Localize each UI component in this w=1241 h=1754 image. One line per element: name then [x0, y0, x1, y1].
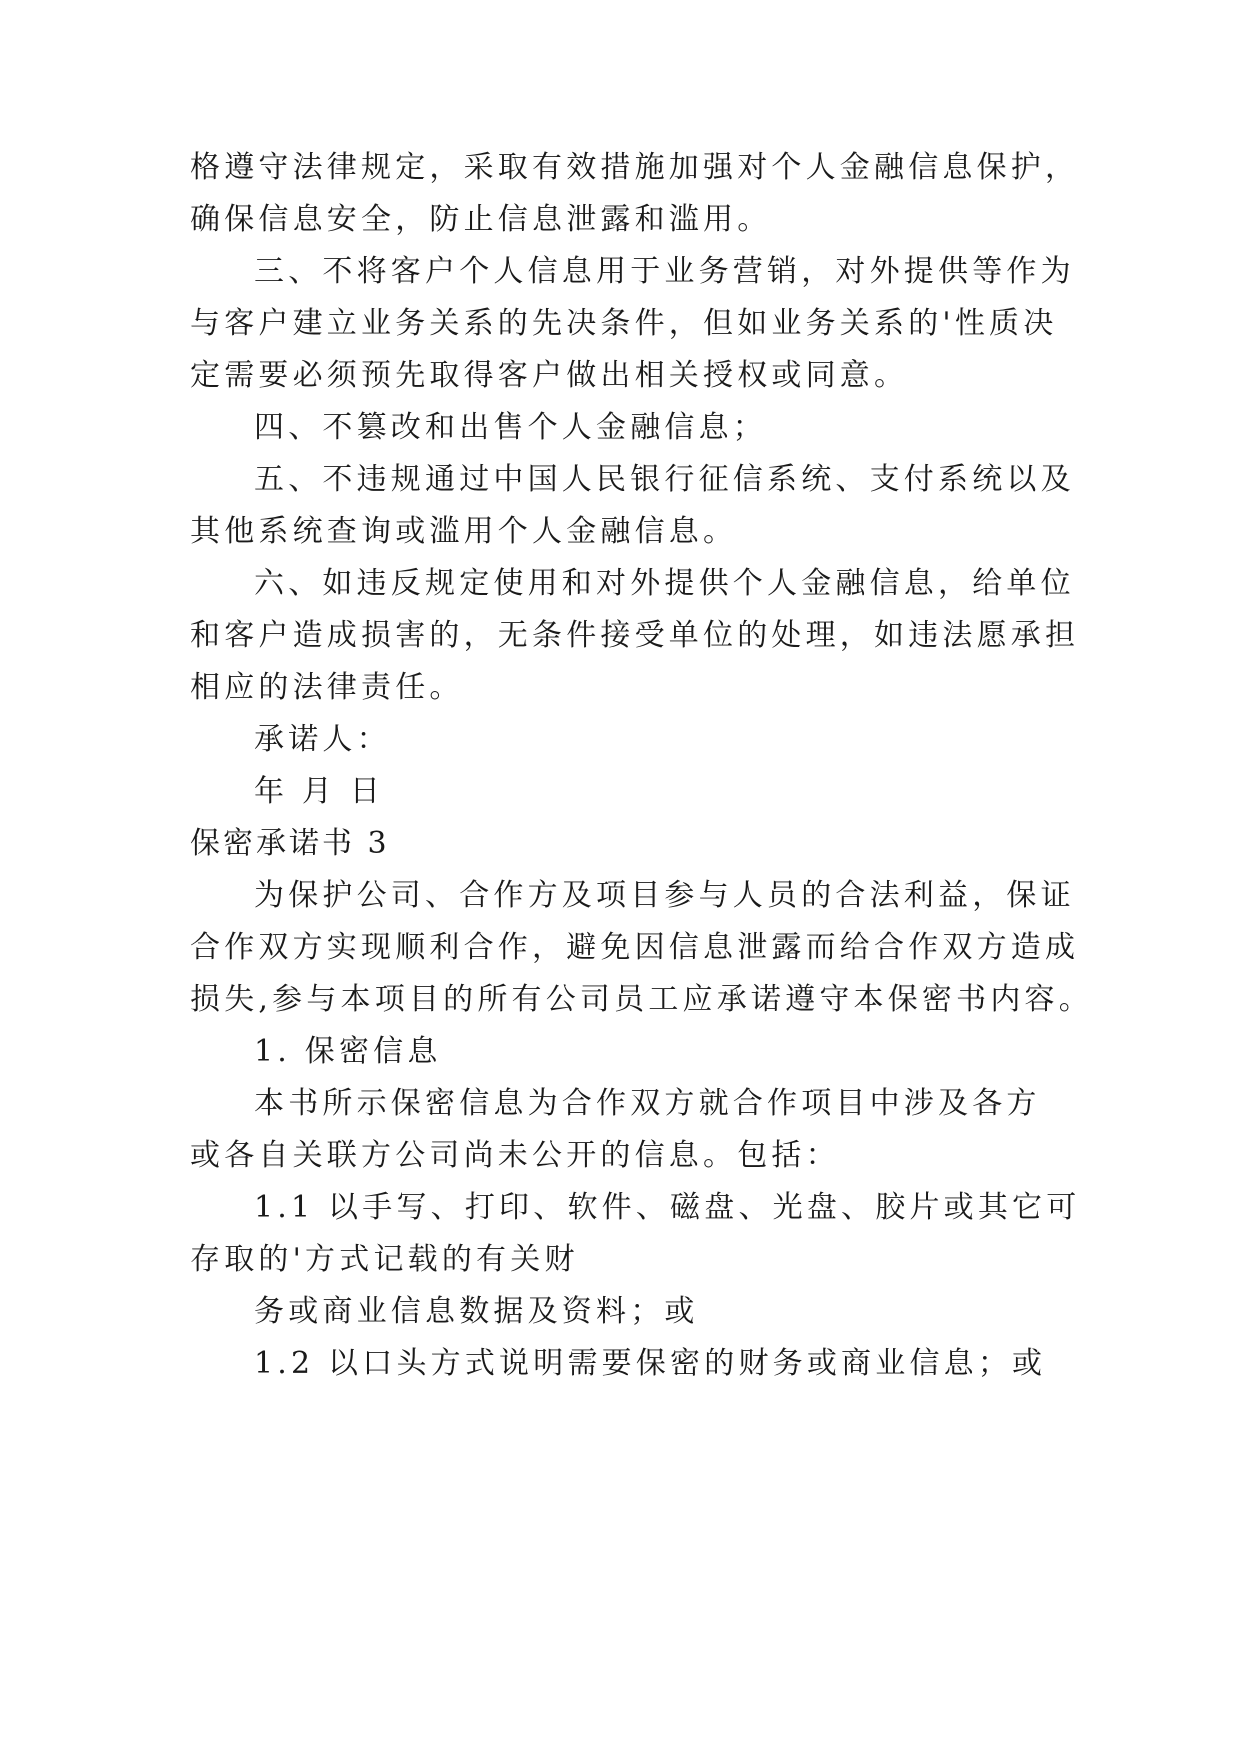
- paragraph-line: 1.1 以手写、打印、软件、磁盘、光盘、胶片或其它可: [254, 1190, 1081, 1225]
- clause-heading: 1. 保密信息: [254, 1034, 442, 1069]
- paragraph-line: 1.2 以口头方式说明需要保密的财务或商业信息；或: [254, 1346, 1047, 1381]
- paragraph-line: 格遵守法律规定，采取有效措施加强对个人金融信息保护，: [190, 150, 1080, 185]
- paragraph-line: 定需要必须预先取得客户做出相关授权或同意。: [190, 358, 909, 393]
- paragraph-line: 其他系统查询或滥用个人金融信息。: [190, 514, 738, 549]
- section-title: 保密承诺书 3: [190, 826, 390, 861]
- paragraph-line: 六、如违反规定使用和对外提供个人金融信息，给单位: [254, 566, 1075, 601]
- paragraph-line: 为保护公司、合作方及项目参与人员的合法利益，保证: [254, 878, 1075, 913]
- paragraph-line: 确保信息安全，防止信息泄露和滥用。: [190, 202, 772, 237]
- paragraph-line: 相应的法律责任。: [190, 670, 464, 705]
- paragraph-line: 与客户建立业务关系的先决条件，但如业务关系的'性质决: [190, 306, 1058, 341]
- paragraph-line: 存取的'方式记载的有关财: [190, 1242, 579, 1277]
- signatory-label: 承诺人：: [254, 722, 391, 757]
- paragraph-line: 合作双方实现顺利合作，避免因信息泄露而给合作双方造成: [190, 930, 1080, 965]
- paragraph-line: 损失,参与本项目的所有公司员工应承诺遵守本保密书内容。: [190, 982, 1093, 1017]
- paragraph-line: 或各自关联方公司尚未公开的信息。包括：: [190, 1138, 840, 1173]
- paragraph-line: 本书所示保密信息为合作双方就合作项目中涉及各方: [254, 1086, 1041, 1121]
- paragraph-line: 五、不违规通过中国人民银行征信系统、支付系统以及: [254, 462, 1075, 497]
- date-line: 年 月 日: [254, 774, 385, 809]
- paragraph-line: 和客户造成损害的，无条件接受单位的处理，如违法愿承担: [190, 618, 1080, 653]
- paragraph-line: 务或商业信息数据及资料；或: [254, 1294, 699, 1329]
- paragraph-line: 三、不将客户个人信息用于业务营销，对外提供等作为: [254, 254, 1075, 289]
- paragraph-line: 四、不篡改和出售个人金融信息；: [254, 410, 767, 445]
